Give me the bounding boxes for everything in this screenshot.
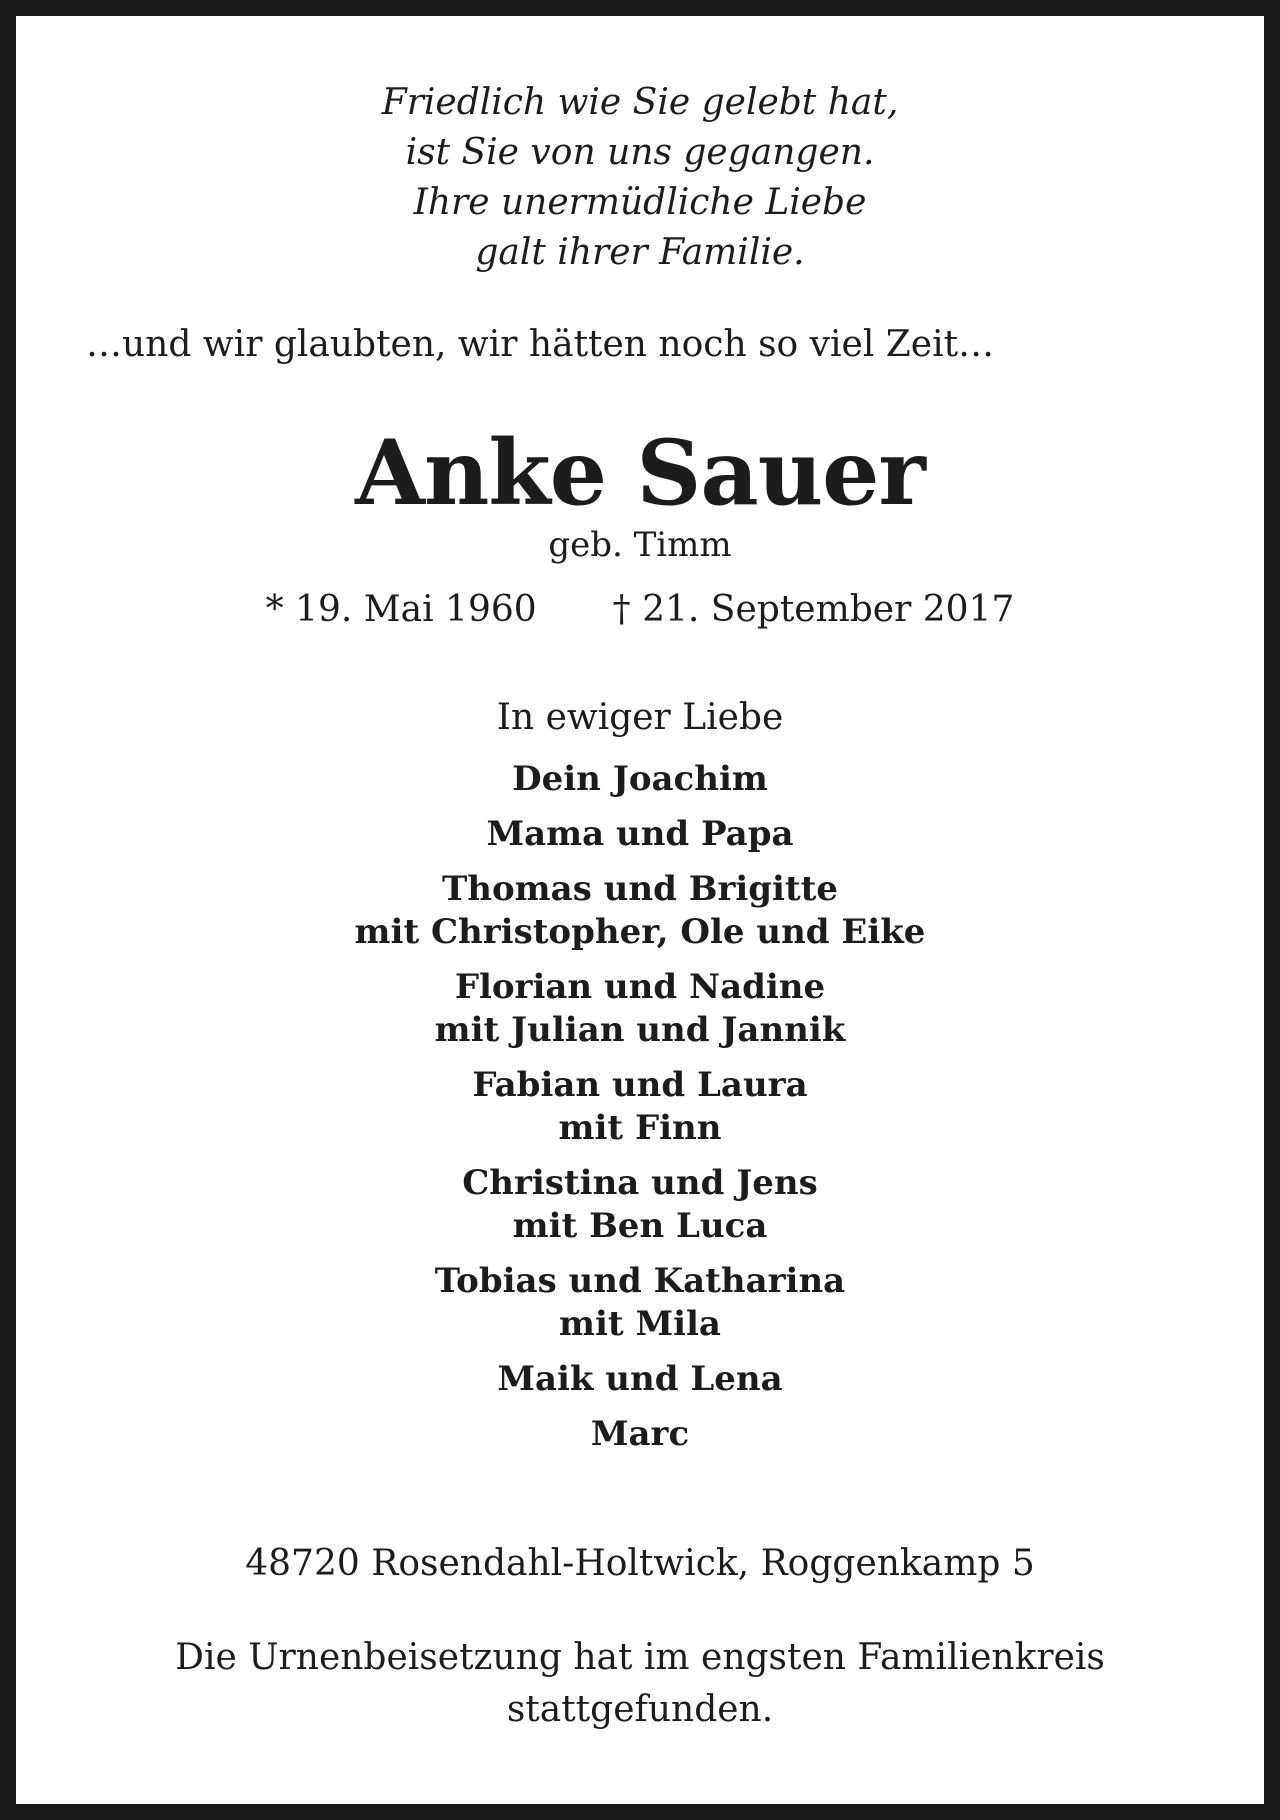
mourner-line: Mama und Papa	[486, 814, 794, 854]
mourner-line: Marc	[590, 1414, 690, 1454]
mourner-group	[0, 1260, 1280, 1346]
mourner-group	[0, 813, 1280, 856]
mourners-list	[0, 758, 1280, 1468]
mourner-line: Florian und Nadine	[454, 967, 826, 1007]
maiden-name: geb. Timm	[548, 525, 732, 565]
mourner-group	[0, 1358, 1280, 1401]
death-date: † 21. September 2017	[612, 589, 1015, 630]
mourner-line: Dein Joachim	[512, 759, 768, 799]
mourner-group	[0, 1413, 1280, 1456]
life-dates	[0, 586, 1280, 634]
love-line: In ewiger Liebe	[496, 697, 784, 738]
birth-date: * 19. Mai 1960	[265, 589, 537, 630]
poem-line: Ihre unermüdliche Liebe	[413, 182, 867, 223]
mourner-line: Tobias und Katharina	[434, 1261, 846, 1301]
burial-notice	[0, 1632, 1280, 1736]
mourner-group	[0, 1162, 1280, 1248]
mourner-line: mit Ben Luca	[512, 1206, 768, 1246]
notice-line: stattgefunden.	[506, 1689, 774, 1730]
mourner-line: mit Christopher, Ole und Eike	[354, 912, 926, 952]
mourner-line: mit Finn	[558, 1108, 722, 1148]
mourner-line: Thomas und Brigitte	[441, 869, 839, 909]
poem-line: Friedlich wie Sie gelebt hat,	[381, 82, 899, 123]
mourner-line: Maik und Lena	[497, 1359, 783, 1399]
poem-line: ist Sie von uns gegangen.	[405, 132, 875, 173]
mourner-line: mit Mila	[559, 1304, 721, 1344]
notice-line: Die Urnenbeisetzung hat im engsten Familienkreis	[175, 1637, 1105, 1678]
deceased-name: Anke Sauer	[355, 420, 925, 526]
mourner-group	[0, 758, 1280, 801]
mourner-line: Fabian und Laura	[472, 1065, 808, 1105]
tagline: …und wir glaubten, wir hätten noch so viel Zeit…	[86, 324, 995, 365]
mourner-group	[0, 868, 1280, 954]
mourner-group	[0, 966, 1280, 1052]
mourner-line: Christina und Jens	[462, 1163, 818, 1203]
poem-line: galt ihrer Familie.	[475, 232, 805, 273]
mourner-line: mit Julian und Jannik	[434, 1010, 846, 1050]
memorial-poem	[0, 78, 1280, 278]
family-address: 48720 Rosendahl-Holtwick, Roggenkamp 5	[245, 1543, 1035, 1584]
mourner-group	[0, 1064, 1280, 1150]
